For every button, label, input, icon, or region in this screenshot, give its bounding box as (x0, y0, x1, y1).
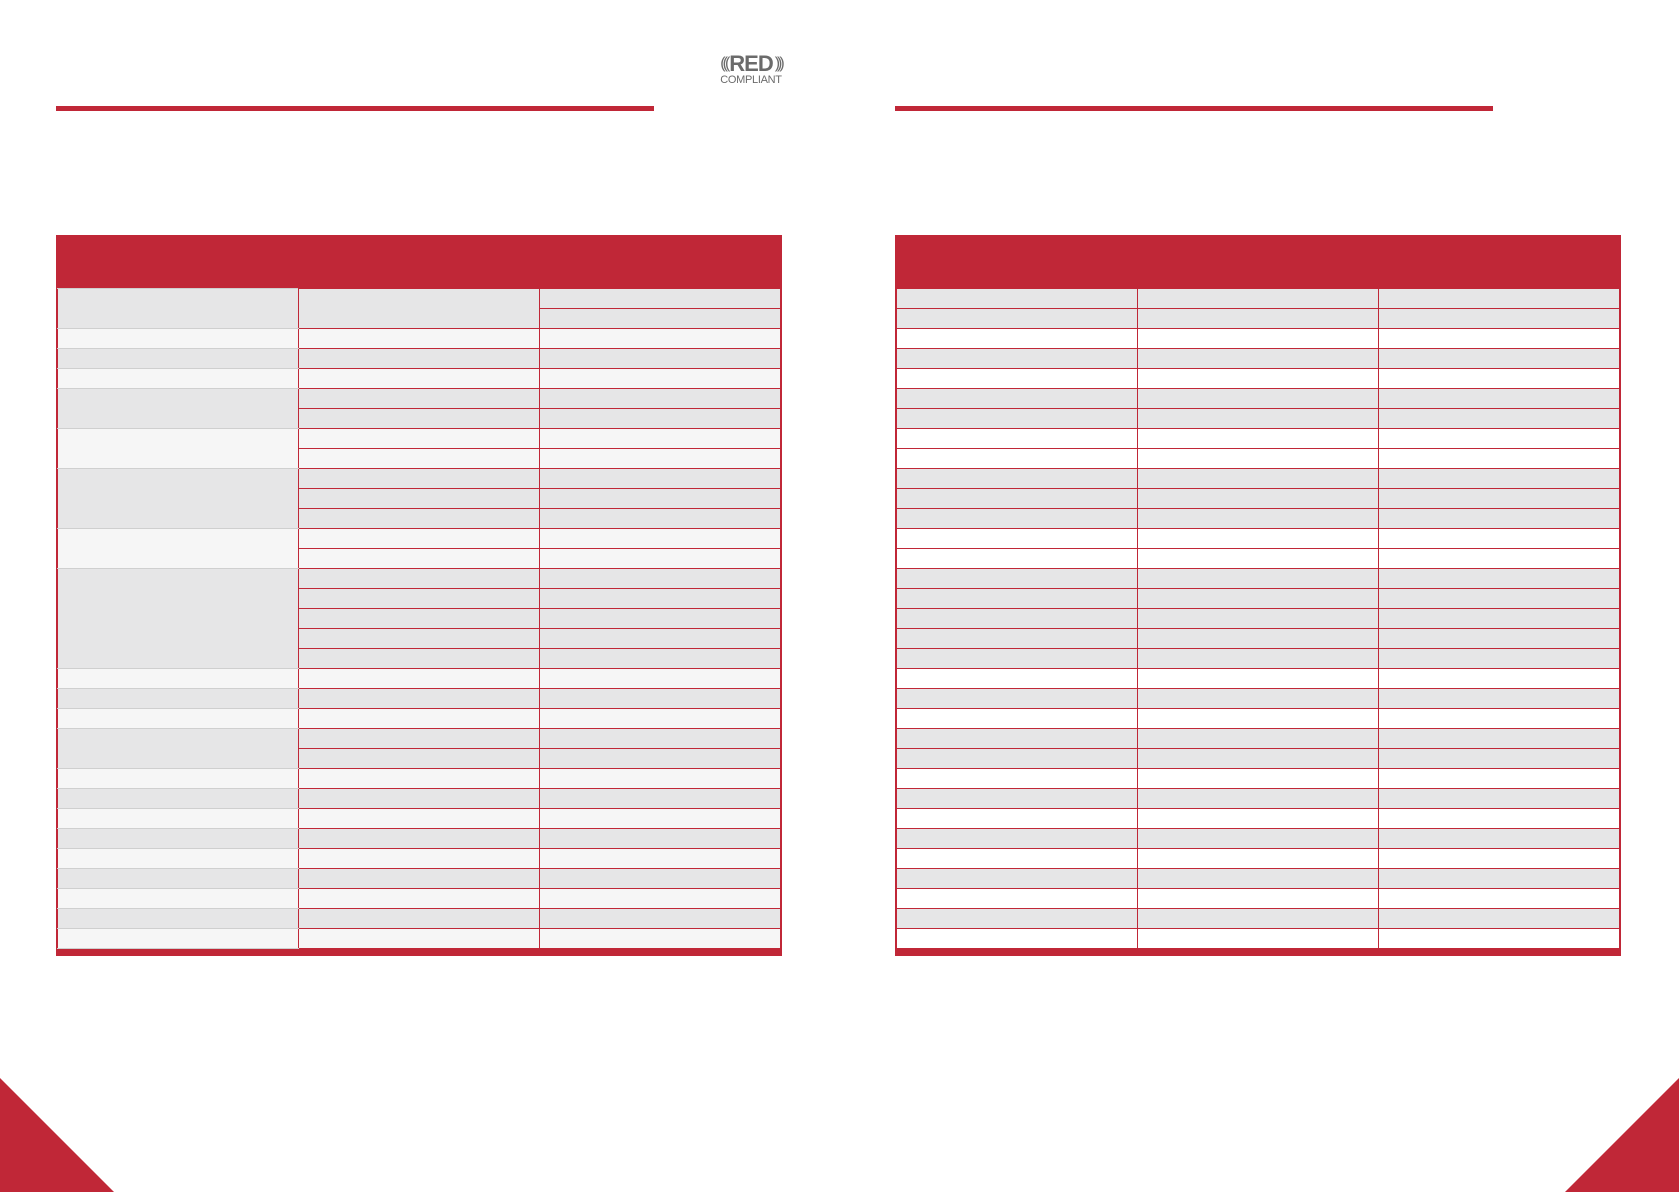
table-cell (58, 729, 299, 769)
table-cell (1138, 489, 1379, 509)
table-cell (299, 469, 540, 489)
table-cell (540, 689, 781, 709)
table-cell (897, 909, 1138, 929)
table-cell (897, 829, 1138, 849)
table-cell (299, 509, 540, 529)
table-cell (540, 529, 781, 549)
table-cell (540, 789, 781, 809)
table-cell (1379, 689, 1620, 709)
table-cell (1138, 769, 1379, 789)
table-row (58, 809, 781, 829)
table-row (897, 409, 1620, 429)
table-cell (1138, 849, 1379, 869)
spec-table-left-header (57, 236, 781, 288)
table-cell (299, 429, 540, 449)
table-cell (299, 829, 540, 849)
table-cell (897, 569, 1138, 589)
spec-table-right-grid (896, 288, 1620, 949)
table-row (897, 489, 1620, 509)
table-cell (1138, 589, 1379, 609)
table-cell (1138, 869, 1379, 889)
table-cell (897, 529, 1138, 549)
table-cell (1138, 409, 1379, 429)
table-cell (540, 589, 781, 609)
table-cell (1138, 429, 1379, 449)
table-cell (1138, 649, 1379, 669)
table-cell (299, 689, 540, 709)
table-cell (1138, 469, 1379, 489)
table-row (58, 729, 781, 749)
table-cell (299, 709, 540, 729)
table-cell (58, 809, 299, 829)
table-row (897, 769, 1620, 789)
table-cell (1379, 329, 1620, 349)
table-cell (540, 869, 781, 889)
table-cell (540, 889, 781, 909)
table-cell (299, 669, 540, 689)
table-row (58, 869, 781, 889)
table-cell (299, 369, 540, 389)
table-cell (1379, 409, 1620, 429)
table-cell (897, 709, 1138, 729)
table-cell (540, 569, 781, 589)
table-cell (299, 349, 540, 369)
table-cell (1379, 929, 1620, 949)
table-cell (897, 489, 1138, 509)
table-row (58, 329, 781, 349)
signal-waves-right-icon: ))) (774, 55, 782, 72)
table-cell (58, 469, 299, 529)
table-cell (897, 329, 1138, 349)
table-cell (58, 889, 299, 909)
table-cell (299, 849, 540, 869)
table-cell (58, 429, 299, 469)
table-row (897, 929, 1620, 949)
table-cell (299, 869, 540, 889)
table-cell (58, 689, 299, 709)
table-cell (299, 589, 540, 609)
table-row (897, 549, 1620, 569)
table-row (58, 529, 781, 549)
table-cell (540, 329, 781, 349)
table-cell (299, 889, 540, 909)
table-row (897, 289, 1620, 309)
spec-table-right (895, 235, 1621, 956)
table-row (897, 529, 1620, 549)
table-cell (1379, 729, 1620, 749)
table-cell (540, 289, 781, 309)
table-cell (897, 629, 1138, 649)
table-cell (299, 609, 540, 629)
table-row (897, 849, 1620, 869)
header-rule-right (895, 106, 1493, 111)
table-cell (897, 889, 1138, 909)
table-row (897, 889, 1620, 909)
table-cell (1379, 429, 1620, 449)
table-row (897, 869, 1620, 889)
table-cell (540, 709, 781, 729)
table-cell (1138, 789, 1379, 809)
table-cell (540, 729, 781, 749)
table-cell (299, 729, 540, 749)
table-cell (1379, 609, 1620, 629)
table-cell (897, 409, 1138, 429)
table-row (897, 689, 1620, 709)
table-cell (897, 849, 1138, 869)
table-row (897, 329, 1620, 349)
table-cell (540, 349, 781, 369)
table-row (58, 889, 781, 909)
table-cell (1379, 749, 1620, 769)
table-row (897, 569, 1620, 589)
table-cell (540, 609, 781, 629)
table-cell (1138, 369, 1379, 389)
table-cell (1379, 309, 1620, 329)
table-cell (299, 289, 540, 329)
table-row (897, 469, 1620, 489)
table-cell (1138, 309, 1379, 329)
table-cell (1379, 709, 1620, 729)
table-cell (58, 769, 299, 789)
table-cell (897, 869, 1138, 889)
table-cell (540, 629, 781, 649)
spec-table-right-footer-bar (896, 949, 1620, 955)
table-row (897, 509, 1620, 529)
table-cell (1379, 349, 1620, 369)
table-cell (58, 289, 299, 329)
table-cell (540, 909, 781, 929)
table-cell (299, 629, 540, 649)
table-cell (897, 289, 1138, 309)
table-cell (58, 829, 299, 849)
table-cell (540, 749, 781, 769)
table-cell (1379, 869, 1620, 889)
table-cell (299, 789, 540, 809)
table-cell (1379, 569, 1620, 589)
table-cell (897, 769, 1138, 789)
table-row (897, 649, 1620, 669)
table-cell (540, 449, 781, 469)
table-cell (1138, 329, 1379, 349)
spec-table-left-grid (57, 288, 781, 949)
table-cell (1379, 669, 1620, 689)
table-cell (299, 909, 540, 929)
table-cell (1138, 829, 1379, 849)
table-cell (1138, 449, 1379, 469)
table-row (897, 449, 1620, 469)
spec-table-left (56, 235, 782, 956)
table-row (58, 769, 781, 789)
table-cell (540, 489, 781, 509)
table-cell (299, 649, 540, 669)
table-row (897, 729, 1620, 749)
table-row (897, 909, 1620, 929)
table-cell (1379, 789, 1620, 809)
table-cell (540, 929, 781, 949)
table-cell (1138, 609, 1379, 629)
table-cell (58, 669, 299, 689)
table-row (897, 829, 1620, 849)
table-row (58, 289, 781, 309)
table-cell (58, 789, 299, 809)
table-cell (58, 349, 299, 369)
table-cell (897, 609, 1138, 629)
table-cell (1379, 829, 1620, 849)
table-row (58, 929, 781, 949)
table-cell (540, 369, 781, 389)
table-cell (1138, 549, 1379, 569)
table-cell (299, 769, 540, 789)
table-cell (1138, 289, 1379, 309)
table-cell (897, 669, 1138, 689)
table-cell (1138, 389, 1379, 409)
table-row (897, 749, 1620, 769)
table-cell (1379, 649, 1620, 669)
table-cell (897, 749, 1138, 769)
table-cell (299, 389, 540, 409)
table-cell (1379, 589, 1620, 609)
table-cell (540, 849, 781, 869)
table-cell (897, 349, 1138, 369)
table-row (897, 589, 1620, 609)
table-row (58, 569, 781, 589)
table-cell (897, 549, 1138, 569)
table-cell (540, 809, 781, 829)
table-row (58, 669, 781, 689)
table-cell (540, 309, 781, 329)
table-row (897, 709, 1620, 729)
table-cell (897, 309, 1138, 329)
table-cell (1138, 349, 1379, 369)
table-cell (299, 329, 540, 349)
table-cell (1138, 629, 1379, 649)
table-cell (1138, 809, 1379, 829)
corner-triangle-left (0, 1078, 114, 1192)
table-cell (58, 869, 299, 889)
table-cell (299, 529, 540, 549)
corner-triangle-right (1565, 1078, 1679, 1192)
red-compliant-logo (714, 52, 788, 86)
table-cell (58, 569, 299, 669)
table-cell (1138, 669, 1379, 689)
table-cell (897, 449, 1138, 469)
table-cell (540, 649, 781, 669)
table-cell (897, 429, 1138, 449)
table-cell (1138, 889, 1379, 909)
table-cell (540, 469, 781, 489)
table-cell (897, 809, 1138, 829)
table-cell (1379, 529, 1620, 549)
table-cell (1379, 809, 1620, 829)
table-cell (1379, 289, 1620, 309)
table-cell (1379, 489, 1620, 509)
table-cell (897, 729, 1138, 749)
table-row (897, 609, 1620, 629)
table-row (897, 389, 1620, 409)
table-cell (540, 829, 781, 849)
table-row (58, 849, 781, 869)
table-cell (58, 909, 299, 929)
table-row (58, 789, 781, 809)
signal-waves-left-icon: ((( (720, 55, 728, 72)
table-cell (1138, 509, 1379, 529)
table-cell (299, 549, 540, 569)
table-cell (1138, 689, 1379, 709)
table-cell (299, 749, 540, 769)
table-cell (540, 409, 781, 429)
table-row (58, 389, 781, 409)
table-cell (1379, 469, 1620, 489)
table-cell (1379, 449, 1620, 469)
table-cell (540, 549, 781, 569)
table-cell (897, 369, 1138, 389)
table-cell (540, 669, 781, 689)
table-cell (897, 509, 1138, 529)
table-cell (897, 589, 1138, 609)
table-cell (1138, 909, 1379, 929)
table-cell (58, 849, 299, 869)
table-cell (897, 389, 1138, 409)
table-cell (1138, 929, 1379, 949)
table-cell (540, 769, 781, 789)
table-cell (1138, 709, 1379, 729)
table-cell (299, 489, 540, 509)
table-cell (1138, 749, 1379, 769)
table-cell (1138, 729, 1379, 749)
table-cell (1379, 389, 1620, 409)
table-cell (299, 449, 540, 469)
table-cell (1379, 549, 1620, 569)
table-row (58, 909, 781, 929)
spec-table-left-footer-bar (57, 949, 781, 955)
table-row (897, 669, 1620, 689)
table-cell (299, 569, 540, 589)
table-cell (1379, 369, 1620, 389)
table-row (897, 629, 1620, 649)
logo-caption: COMPLIANT (720, 74, 782, 86)
table-cell (1379, 509, 1620, 529)
logo-mark: RED (729, 51, 773, 76)
table-cell (897, 649, 1138, 669)
table-cell (897, 789, 1138, 809)
table-cell (299, 809, 540, 829)
table-cell (1379, 889, 1620, 909)
table-row (58, 469, 781, 489)
table-row (897, 349, 1620, 369)
table-cell (540, 509, 781, 529)
table-cell (1379, 629, 1620, 649)
table-cell (1138, 569, 1379, 589)
table-row (58, 429, 781, 449)
table-cell (1138, 529, 1379, 549)
spec-table-right-header (896, 236, 1620, 288)
table-row (897, 369, 1620, 389)
table-cell (540, 389, 781, 409)
table-row (897, 429, 1620, 449)
table-cell (897, 929, 1138, 949)
table-cell (299, 929, 540, 949)
table-row (58, 369, 781, 389)
table-row (58, 689, 781, 709)
table-cell (58, 329, 299, 349)
table-row (897, 809, 1620, 829)
table-cell (58, 709, 299, 729)
table-cell (58, 929, 299, 949)
table-row (897, 309, 1620, 329)
table-cell (58, 389, 299, 429)
table-cell (1379, 909, 1620, 929)
table-cell (897, 469, 1138, 489)
table-cell (58, 369, 299, 389)
table-cell (299, 409, 540, 429)
table-cell (58, 529, 299, 569)
table-cell (897, 689, 1138, 709)
table-cell (1379, 769, 1620, 789)
table-cell (540, 429, 781, 449)
header-rule-left (56, 106, 654, 111)
table-row (897, 789, 1620, 809)
table-row (58, 829, 781, 849)
table-row (58, 709, 781, 729)
table-row (58, 349, 781, 369)
table-cell (1379, 849, 1620, 869)
